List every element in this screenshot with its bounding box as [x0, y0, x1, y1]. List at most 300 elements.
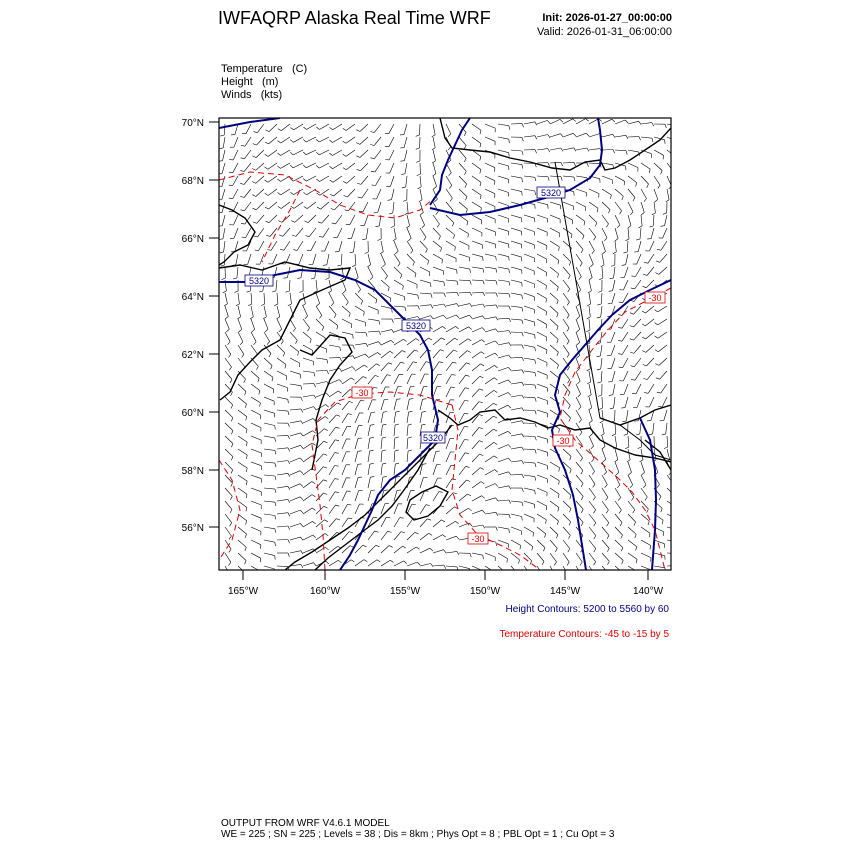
wind-barb-flag — [390, 351, 393, 353]
wind-barb-flag — [557, 274, 558, 278]
wind-barb-shaft — [576, 228, 584, 236]
wind-barb-shaft — [563, 566, 569, 576]
wind-barb-shaft — [472, 202, 481, 208]
wind-barb-shaft — [472, 124, 481, 130]
wind-barb-flag — [293, 250, 297, 251]
wind-barb-flag — [464, 132, 466, 136]
wind-barb-flag — [608, 561, 610, 565]
wind-barb-flag — [520, 545, 521, 549]
wind-barb-flag — [597, 208, 598, 212]
wind-barb-flag — [613, 150, 615, 154]
wind-barb-flag — [379, 331, 381, 335]
wind-barb-flag — [598, 291, 602, 292]
wind-barb-shaft — [511, 461, 522, 462]
wind-barb-flag — [625, 120, 628, 123]
wind-barb-flag — [618, 340, 622, 341]
wind-barb-shaft — [303, 371, 314, 373]
wind-barb-flag — [620, 211, 622, 214]
height-contour-4 — [219, 270, 438, 440]
wind-barb-flag — [392, 330, 394, 333]
wind-barb-flag — [630, 352, 634, 353]
wind-barb-flag — [494, 429, 498, 431]
wind-barb-shaft — [222, 215, 225, 226]
wind-barb-shaft — [485, 365, 495, 371]
wind-barb-flag — [561, 177, 562, 181]
wind-barb-shaft — [368, 342, 379, 345]
wind-barb-flag — [567, 315, 569, 318]
wind-barb-flag — [222, 278, 226, 280]
wind-barb-shaft — [624, 267, 628, 277]
wind-barb-flag — [357, 183, 361, 184]
wind-barb-flag — [253, 144, 257, 146]
wind-barb-shaft — [420, 519, 427, 527]
height-label: 5320 — [248, 276, 270, 286]
height-contour-8 — [640, 418, 656, 570]
wind-barb-shaft — [290, 537, 301, 540]
wind-barb-shaft — [563, 514, 571, 522]
wind-barb-flag — [606, 497, 608, 500]
wind-barb-flag — [509, 500, 511, 504]
wind-barb-flag — [278, 221, 282, 223]
wind-barb-flag — [509, 318, 511, 322]
wind-barb-shaft — [259, 241, 264, 251]
wind-barb-flag — [283, 278, 287, 279]
wind-barb-shaft — [646, 306, 655, 313]
wind-barb-shaft — [368, 451, 370, 462]
wind-barb-shaft — [251, 371, 259, 378]
wind-barb-shaft — [446, 304, 457, 306]
wind-barb-flag — [265, 207, 269, 209]
wind-barb-shaft — [459, 388, 465, 397]
wind-barb-shaft — [322, 215, 329, 223]
wind-barb-flag — [454, 350, 458, 352]
wind-barb-flag — [363, 545, 367, 547]
wind-barb-shaft — [244, 189, 251, 198]
wind-barb-flag — [275, 529, 276, 533]
wind-barb-shaft — [550, 462, 560, 468]
wind-barb-flag — [607, 548, 609, 552]
wind-barb-flag — [661, 226, 665, 227]
height-label: 5320 — [405, 321, 427, 331]
wind-barb-flag — [457, 292, 459, 296]
wind-barb-shaft — [225, 462, 233, 470]
wind-barb-shaft — [347, 176, 355, 183]
wind-barb-shaft — [485, 241, 496, 244]
wind-barb-shaft — [433, 550, 444, 553]
wind-barb-flag — [296, 340, 298, 344]
wind-barb-flag — [277, 166, 280, 169]
wind-barb-flag — [648, 521, 649, 525]
wind-barb-shaft — [264, 384, 274, 389]
wind-barb-flag — [365, 354, 368, 357]
wind-barb-shaft — [420, 176, 421, 187]
wind-barb-flag — [343, 154, 346, 156]
wind-barb-shaft — [389, 150, 394, 160]
wind-barb-shaft — [290, 319, 296, 329]
wind-barb-shaft — [612, 293, 615, 304]
wind-barb-shaft — [576, 176, 587, 178]
wind-barb-shaft — [635, 371, 641, 380]
wind-barb-shaft — [342, 414, 348, 423]
wind-barb-shaft — [290, 445, 300, 449]
wind-barb-flag — [430, 548, 433, 551]
wind-barb-flag — [220, 135, 224, 136]
wind-barb-flag — [636, 559, 637, 563]
wind-barb-shaft — [433, 241, 442, 248]
wind-barb-flag — [351, 560, 354, 562]
wind-barb-flag — [588, 395, 591, 397]
wind-barb-flag — [522, 421, 524, 424]
wind-barb-shaft — [472, 340, 482, 345]
wind-barb-shaft — [667, 475, 673, 484]
wind-barb-flag — [593, 575, 595, 578]
wind-barb-shaft — [602, 202, 610, 210]
wind-barb-shaft — [290, 345, 299, 352]
wind-barb-shaft — [290, 551, 301, 553]
wind-barb-shaft — [641, 475, 646, 485]
wind-barb-flag — [310, 339, 311, 343]
wind-barb-flag — [518, 560, 519, 564]
wind-barb-shaft — [342, 319, 352, 324]
wind-barb-shaft — [537, 436, 548, 439]
wind-barb-shaft — [576, 215, 585, 221]
wind-barb-flag — [392, 309, 393, 313]
wind-barb-flag — [415, 532, 419, 534]
wind-barb-shaft — [316, 454, 323, 462]
wind-barb-flag — [324, 520, 328, 522]
wind-barb-flag — [469, 523, 472, 526]
wind-barb-shaft — [223, 228, 225, 239]
wind-barb-flag — [300, 510, 303, 513]
wind-barb-shaft — [498, 343, 509, 345]
wind-barb-shaft — [394, 351, 402, 359]
wind-barb-flag — [335, 440, 339, 441]
wind-barb-shaft — [355, 477, 358, 488]
wind-barb-flag — [482, 328, 485, 331]
wind-barb-flag — [285, 364, 286, 368]
wind-barb-shaft — [355, 491, 359, 501]
wind-barb-shaft — [368, 477, 370, 488]
wind-barb-shaft — [264, 293, 265, 304]
wind-barb-shaft — [264, 306, 266, 317]
wind-barb-shaft — [224, 254, 225, 265]
wind-barb-flag — [450, 198, 452, 201]
wind-barb-flag — [592, 472, 594, 475]
wind-barb-shaft — [323, 228, 329, 237]
wind-barb-shaft — [316, 306, 322, 315]
wind-barb-shaft — [264, 475, 275, 476]
wind-barb-flag — [622, 573, 623, 577]
wind-barb-flag — [380, 252, 383, 254]
wind-barb-shaft — [269, 124, 277, 132]
wind-barb-flag — [229, 185, 233, 186]
wind-barb-flag — [290, 152, 293, 155]
wind-barb-flag — [340, 358, 342, 362]
wind-barb-flag — [324, 441, 328, 443]
wind-barb-shaft — [511, 293, 522, 295]
wind-barb-shaft — [381, 425, 383, 436]
wind-barb-flag — [522, 345, 524, 349]
wind-barb-shaft — [537, 254, 547, 259]
wind-barb-flag — [508, 405, 511, 408]
wind-barb-shaft — [333, 176, 342, 182]
wind-barb-flag — [263, 317, 266, 319]
wind-barb-flag — [288, 411, 289, 415]
wind-barb-shaft — [407, 215, 410, 226]
wind-barb-flag — [517, 574, 519, 578]
wind-barb-flag — [329, 153, 332, 156]
wind-barb-flag — [239, 329, 242, 332]
wind-barb-shaft — [622, 345, 628, 354]
wind-barb-shaft — [589, 540, 596, 549]
wind-barb-flag — [631, 366, 635, 367]
wind-barb-shaft — [602, 488, 608, 497]
wind-barb-shaft — [368, 293, 377, 300]
wind-barb-flag — [373, 517, 377, 518]
wind-barb-shaft — [602, 267, 603, 278]
wind-barb-flag — [331, 303, 334, 306]
wind-barb-shaft — [290, 358, 300, 363]
wind-barb-shaft — [638, 241, 641, 252]
wind-barb-shaft — [433, 326, 443, 332]
wind-barb-shaft — [661, 384, 667, 393]
wind-barb-flag — [338, 560, 341, 563]
wind-barb-shaft — [563, 501, 571, 509]
wind-barb-flag — [604, 472, 607, 475]
wind-barb-flag — [480, 376, 484, 378]
wind-barb-shaft — [276, 280, 277, 291]
wind-barb-flag — [288, 448, 290, 452]
wind-barb-shaft — [537, 449, 548, 452]
wind-barb-flag — [480, 170, 481, 174]
wind-barb-shaft — [381, 351, 390, 358]
wind-barb-shaft — [407, 228, 411, 238]
wind-barb-shaft — [281, 137, 290, 143]
wind-barb-flag — [457, 304, 459, 307]
wind-barb-shaft — [550, 293, 558, 300]
wind-barb-flag — [643, 485, 646, 488]
wind-barb-shaft — [537, 488, 547, 492]
wind-barb-shaft — [381, 375, 387, 384]
wind-barb-flag — [602, 447, 605, 449]
wind-barb-flag — [590, 433, 593, 436]
wind-barb-flag — [494, 378, 497, 380]
wind-barb-shaft — [329, 391, 338, 397]
wind-barb-shaft — [563, 119, 573, 124]
wind-barb-shaft — [472, 454, 480, 462]
wind-barb-flag — [389, 546, 393, 548]
wind-barb-flag — [439, 492, 443, 493]
wind-barb-flag — [358, 290, 361, 293]
wind-barb-shaft — [602, 449, 606, 459]
wind-barb-shaft — [589, 449, 594, 459]
wind-barb-flag — [479, 389, 483, 390]
wind-barb-flag — [622, 421, 626, 422]
wind-barb-shaft — [433, 374, 438, 384]
wind-barb-shaft — [459, 228, 469, 234]
wind-barb-flag — [434, 186, 437, 189]
wind-barb-flag — [455, 247, 456, 251]
wind-barb-flag — [599, 278, 603, 280]
wind-barb-shaft — [394, 451, 395, 462]
wind-barb-flag — [439, 362, 443, 363]
wind-barb-shaft — [238, 436, 247, 442]
wind-barb-flag — [325, 278, 329, 280]
wind-barb-flag — [454, 235, 455, 239]
wind-barb-flag — [396, 411, 400, 412]
wind-barb-flag — [480, 130, 481, 134]
wind-barb-shaft — [307, 124, 317, 130]
wind-barb-shaft — [238, 397, 247, 404]
wind-barb-shaft — [459, 363, 466, 371]
wind-barb-flag — [456, 315, 459, 318]
wind-barb-flag — [642, 351, 646, 353]
wind-barb-shaft — [238, 553, 246, 561]
wind-barb-flag — [312, 443, 315, 445]
wind-barb-shaft — [280, 163, 290, 168]
wind-barb-shaft — [459, 241, 469, 246]
wind-barb-flag — [568, 275, 570, 279]
wind-barb-shaft — [290, 421, 301, 423]
wind-barb-flag — [245, 534, 246, 538]
wind-barb-shaft — [537, 149, 548, 150]
wind-barb-shaft — [576, 332, 580, 342]
wind-barb-flag — [424, 237, 426, 240]
wind-barb-flag — [628, 226, 631, 228]
wind-barb-shaft — [393, 202, 394, 213]
temp-label: -30 — [556, 436, 570, 446]
wind-barb-shaft — [667, 436, 668, 447]
wind-barb-shaft — [394, 532, 401, 540]
wind-barb-shaft — [368, 531, 375, 540]
wind-barb-flag — [426, 505, 430, 506]
wind-barb-flag — [325, 417, 328, 419]
wind-barb-shaft — [537, 280, 547, 286]
wind-barb-shaft — [472, 241, 482, 245]
wind-barb-flag — [589, 421, 592, 424]
wind-barb-flag — [240, 170, 244, 171]
wind-barb-flag — [649, 533, 650, 537]
wind-barb-shaft — [576, 462, 583, 471]
wind-barb-flag — [581, 249, 583, 253]
wind-barb-shaft — [537, 371, 547, 375]
wind-barb-shaft — [446, 507, 454, 514]
wind-barb-shaft — [446, 387, 451, 397]
wind-barb-shaft — [225, 306, 228, 317]
wind-barb-flag — [358, 197, 362, 198]
wind-barb-shaft — [238, 384, 246, 392]
wind-barb-shaft — [258, 228, 264, 237]
wind-barb-shaft — [601, 371, 602, 382]
wind-barb-shaft — [550, 241, 559, 247]
wind-barb-flag — [303, 192, 306, 195]
wind-barb-shaft — [238, 462, 247, 468]
wind-barb-flag — [356, 130, 360, 132]
wind-barb-shaft — [446, 566, 457, 567]
wind-barb-shaft — [537, 553, 544, 562]
wind-barb-shaft — [362, 189, 368, 198]
wind-barb-shaft — [381, 451, 382, 462]
wind-barb-shaft — [459, 426, 464, 436]
wind-barb-shaft — [264, 332, 270, 342]
wind-barb-flag — [522, 295, 523, 299]
wind-barb-shaft — [498, 472, 509, 475]
wind-barb-flag — [231, 418, 233, 422]
wind-barb-flag — [568, 393, 570, 397]
wind-barb-shaft — [627, 241, 628, 252]
wind-barb-flag — [594, 536, 596, 540]
height-contour-legend: Height Contours: 5200 to 5560 by 60 — [505, 604, 669, 615]
wind-barb-flag — [612, 434, 616, 436]
wind-barb-flag — [300, 471, 303, 474]
wind-barb-shaft — [589, 149, 600, 150]
wind-barb-flag — [642, 472, 645, 475]
wind-barb-flag — [416, 148, 420, 149]
wind-barb-flag — [288, 423, 289, 427]
wind-barb-flag — [308, 328, 310, 331]
wind-barb-shaft — [368, 560, 377, 566]
wind-barb-flag — [419, 200, 422, 202]
wind-barb-flag — [597, 369, 601, 370]
wind-barb-shaft — [355, 545, 363, 553]
wind-barb-shaft — [316, 358, 327, 360]
wind-barb-shaft — [459, 150, 466, 158]
wind-barb-flag — [248, 304, 252, 306]
wind-barb-flag — [546, 520, 547, 524]
wind-barb-flag — [299, 363, 300, 367]
wind-barb-flag — [535, 360, 536, 364]
wind-barb-shaft — [628, 449, 630, 460]
wind-barb-shaft — [223, 137, 225, 148]
wind-barb-shaft — [602, 540, 609, 548]
wind-barb-flag — [617, 225, 620, 228]
wind-barb-flag — [254, 342, 257, 345]
wind-barb-shaft — [355, 413, 359, 423]
wind-barb-flag — [231, 392, 233, 396]
wind-barb-flag — [395, 437, 399, 438]
field-unit: (kts) — [260, 89, 283, 101]
wind-barb-shaft — [277, 293, 278, 304]
wind-barb-flag — [288, 461, 290, 465]
wind-barb-flag — [361, 301, 363, 305]
wind-barb-flag — [618, 327, 622, 328]
wind-barb-shaft — [270, 228, 277, 237]
wind-barb-flag — [361, 400, 365, 401]
wind-barb-shaft — [459, 280, 470, 281]
wind-barb-flag — [480, 144, 481, 148]
wind-barb-shaft — [602, 134, 613, 137]
wind-barb-flag — [535, 191, 536, 195]
wind-barb-flag — [431, 564, 433, 567]
wind-barb-shaft — [641, 123, 652, 124]
wind-barb-flag — [370, 131, 374, 132]
wind-barb-flag — [339, 380, 342, 383]
wind-barb-shaft — [641, 202, 644, 213]
wind-barb-flag — [672, 172, 674, 175]
wind-barb-flag — [366, 333, 367, 337]
wind-barb-shaft — [459, 163, 466, 171]
wind-barb-shaft — [498, 553, 508, 559]
wind-barb-shaft — [394, 241, 398, 251]
wind-barb-shaft — [661, 241, 667, 250]
wind-barb-shaft — [273, 254, 278, 264]
wind-barb-flag — [336, 505, 340, 506]
wind-barb-shaft — [303, 419, 313, 424]
wind-barb-shaft — [667, 137, 677, 142]
wind-barb-flag — [558, 390, 559, 394]
wind-barb-shaft — [320, 176, 330, 182]
wind-barb-shaft — [407, 254, 415, 262]
